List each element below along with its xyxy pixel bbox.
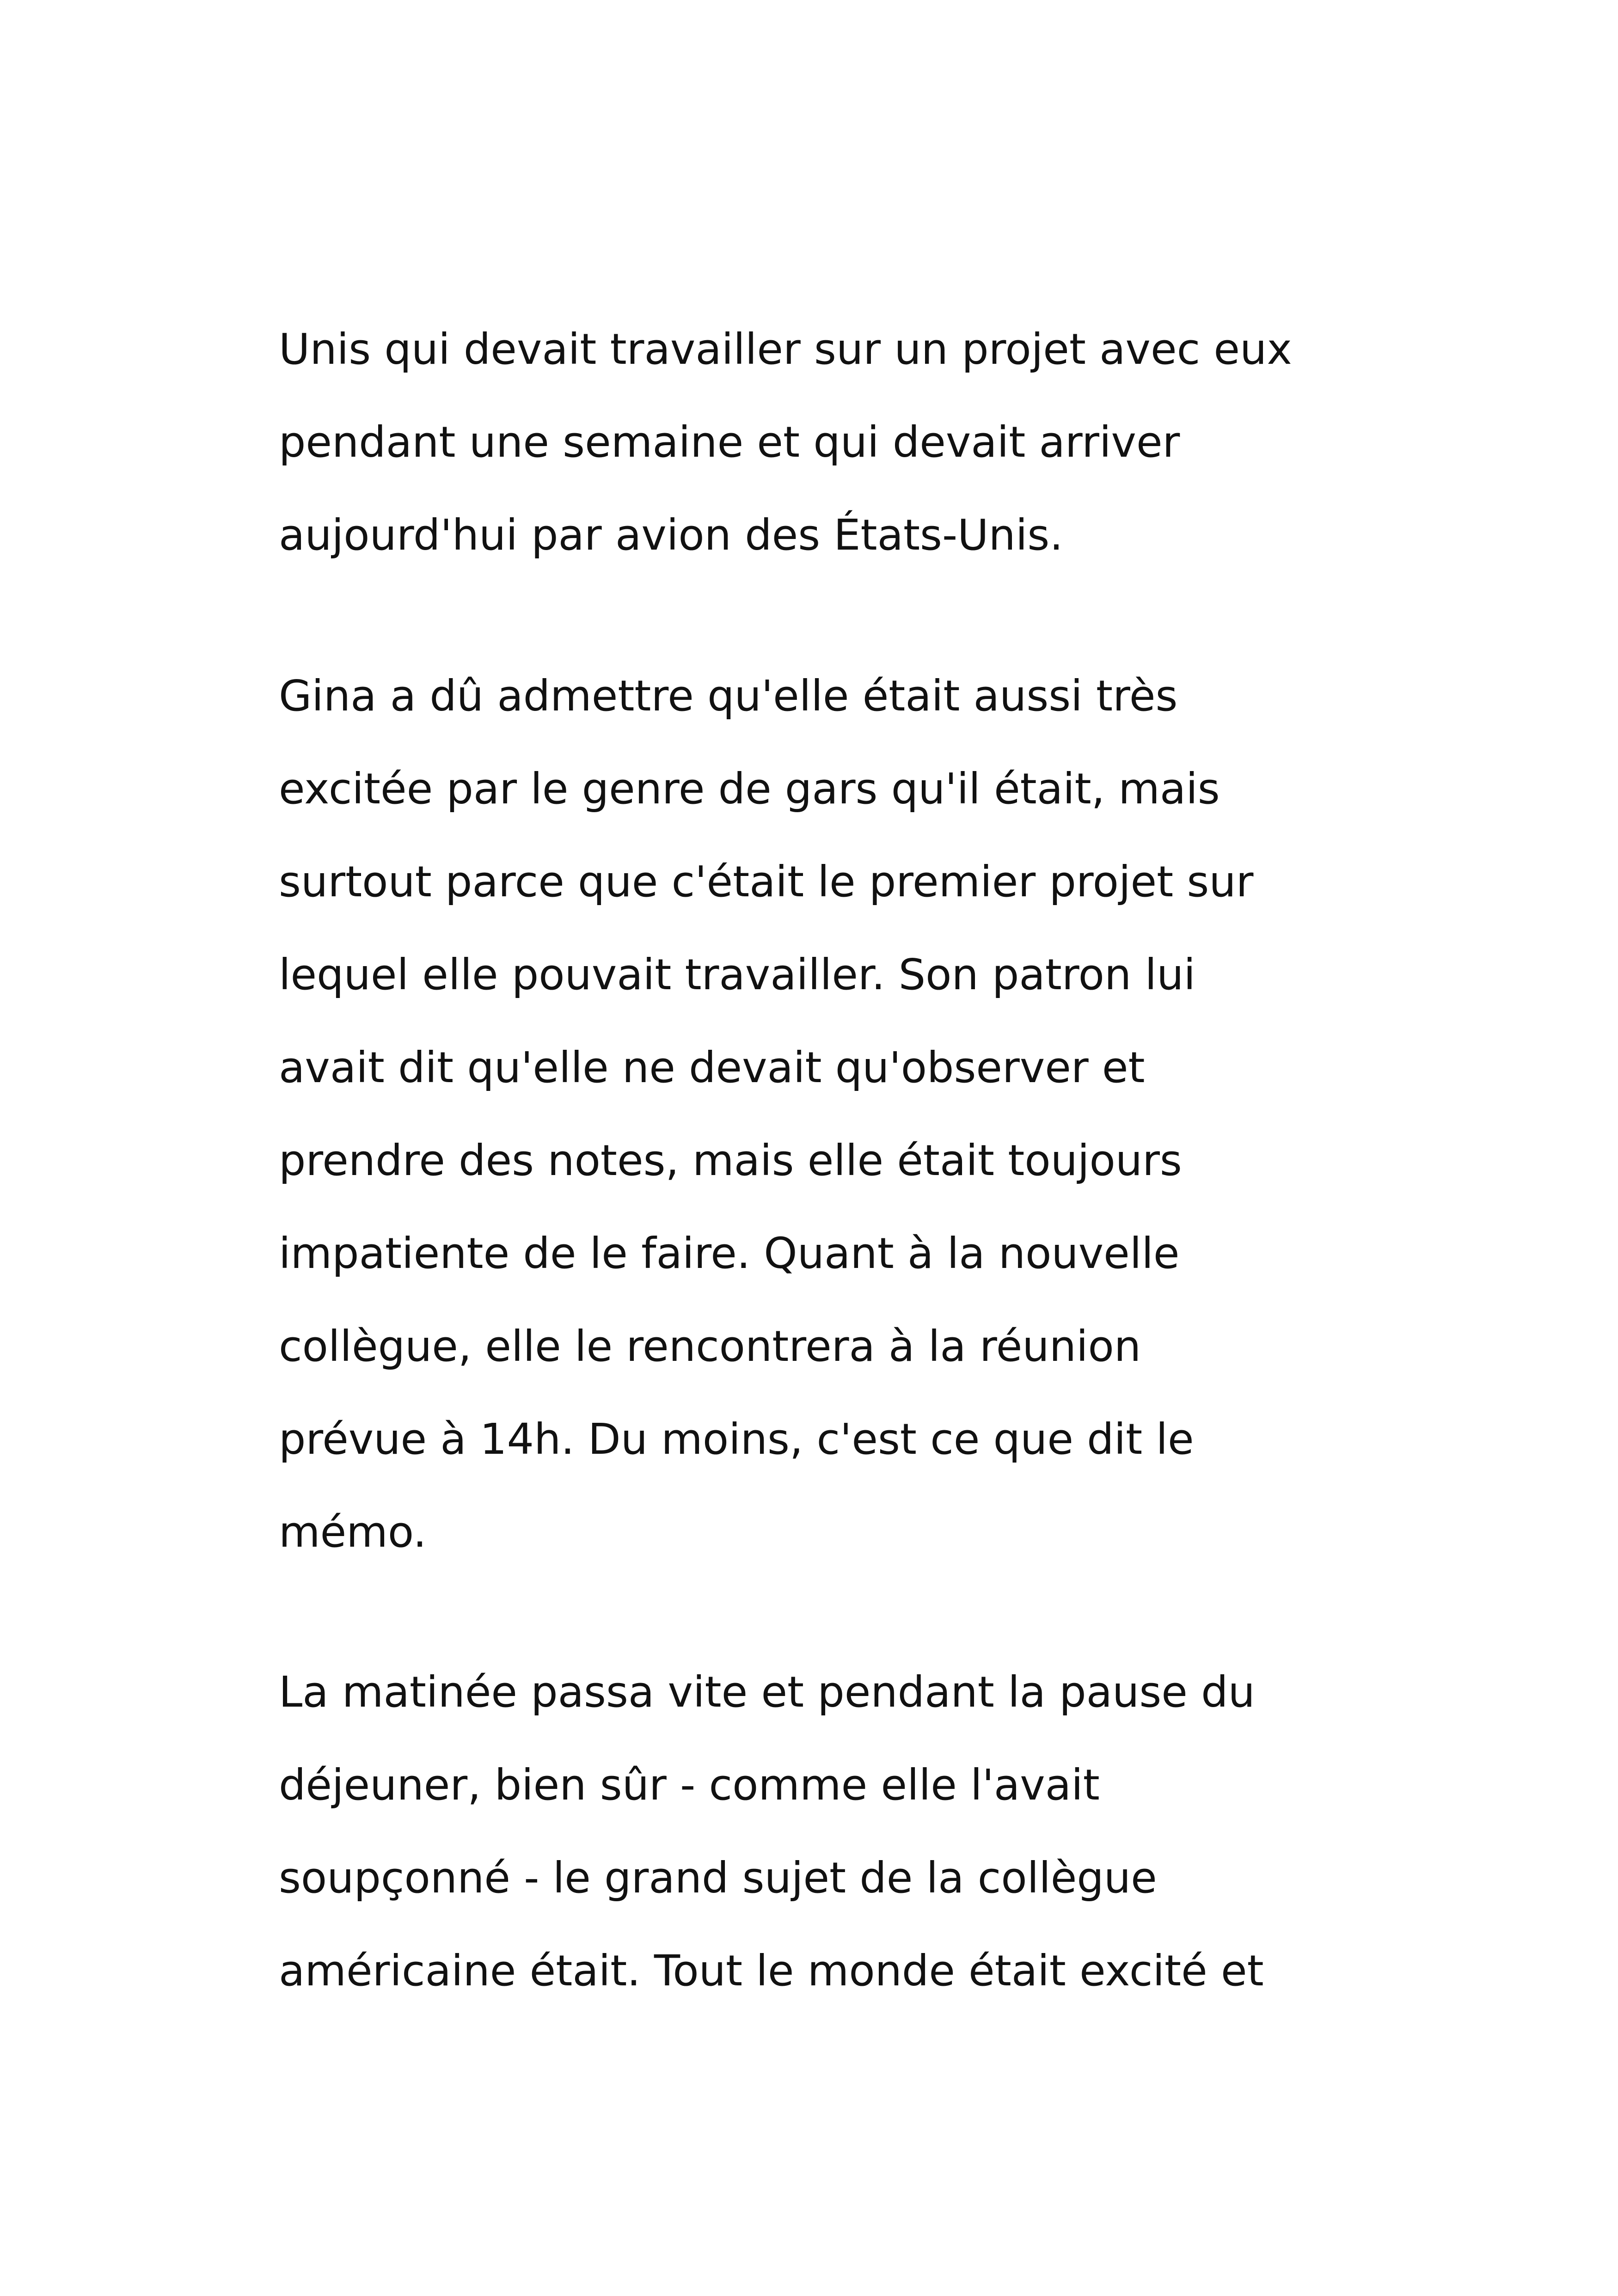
text-line: collègue, elle le rencontrera à la réunion bbox=[279, 1322, 1141, 1371]
paragraph-3 bbox=[279, 1646, 1388, 2017]
text-line: Gina a dû admettre qu'elle était aussi très bbox=[279, 671, 1178, 721]
text-line: prendre des notes, mais elle était toujours bbox=[279, 1136, 1182, 1185]
text-line: Unis qui devait travailler sur un projet avec eux bbox=[279, 325, 1292, 374]
text-line: américaine était. Tout le monde était excité et bbox=[279, 1946, 1264, 1996]
text-line: impatiente de le faire. Quant à la nouvelle bbox=[279, 1229, 1180, 1278]
text-line: surtout parce que c'était le premier projet sur bbox=[279, 857, 1254, 906]
text-line: avait dit qu'elle ne devait qu'observer et bbox=[279, 1043, 1145, 1092]
text-line: aujourd'hui par avion des États-Unis. bbox=[279, 510, 1063, 560]
text-line: excitée par le genre de gars qu'il était, mais bbox=[279, 764, 1220, 814]
paragraph-2 bbox=[279, 649, 1388, 1579]
text-line: mémo. bbox=[279, 1507, 427, 1557]
text-line: pendant une semaine et qui devait arriver bbox=[279, 417, 1180, 467]
text-line: déjeuner, bien sûr - comme elle l'avait bbox=[279, 1760, 1100, 1810]
text-line: lequel elle pouvait travailler. Son patron lui bbox=[279, 950, 1195, 999]
text-line: prévue à 14h. Du moins, c'est ce que dit le bbox=[279, 1414, 1194, 1464]
paragraph-1 bbox=[279, 303, 1388, 582]
text-line: soupçonné - le grand sujet de la collègue bbox=[279, 1853, 1157, 1903]
text-line: La matinée passa vite et pendant la pause du bbox=[279, 1667, 1255, 1717]
